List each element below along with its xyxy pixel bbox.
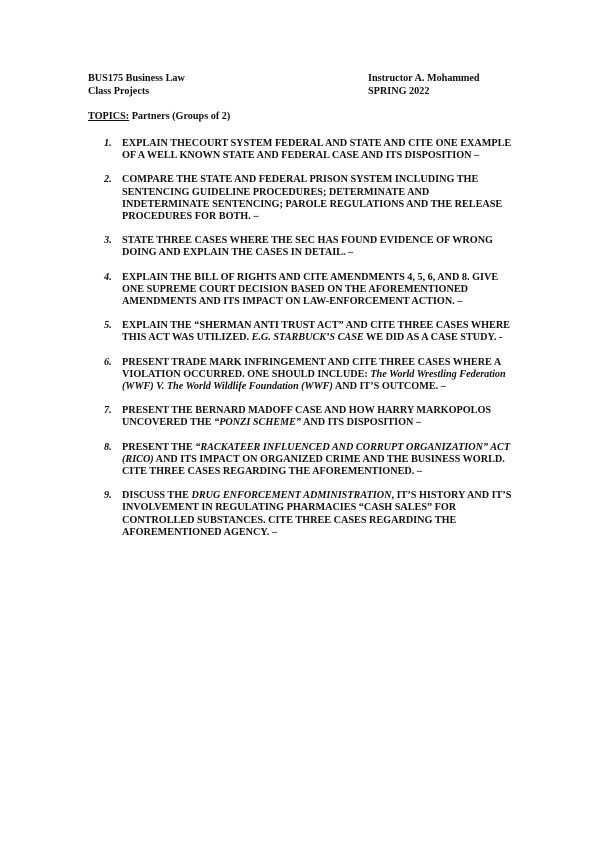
item-text: PRESENT THE BERNARD MADOFF CASE AND HOW HARRY MARKOPOLOS UNCOVERED THE — [122, 405, 492, 429]
topic-list — [104, 138, 514, 551]
item-text: EXPLAIN THE “SHERMAN ANTI TRUST ACT” AND CITE THREE CASES WHERE THIS ACT WAS UTILIZED. — [122, 320, 510, 344]
header-right — [368, 72, 480, 98]
item-text-italic: The World Wrestling Federation (WWF) V. The World Wildlife Foundation (WWF) — [122, 368, 506, 393]
item-text: STATE THREE CASES WHERE THE SEC HAS FOUND EVIDENCE OF WRONG DOING AND EXPLAIN THE CASES IN DETAIL. – — [122, 235, 493, 259]
list-item — [104, 174, 514, 223]
instructor-name: Instructor A. Mohammed — [368, 73, 480, 84]
item-number: 1. — [104, 138, 112, 149]
item-text: WE DID AS A CASE STUDY. - — [363, 332, 503, 344]
item-number: 7. — [104, 405, 112, 417]
item-number: 9. — [104, 490, 112, 502]
item-number: 8. — [104, 441, 112, 453]
item-text: PRESENT TRADE MARK INFRINGEMENT AND CITE THREE CASES WHERE A VIOLATION OCCURRED. ONE SHOULD INCLUDE: — [122, 356, 501, 380]
item-text: , IT’S HISTORY AND IT’S INVOLVEMENT IN REGULATING PHARMACIES “CASH SALES” FOR CONTROLLED SUBSTANCES. CITE THREE CASES REGARDING THE AFOREMENTIONED AGENCY. – — [122, 490, 512, 538]
topics-text: Partners (Groups of 2) — [129, 111, 231, 122]
topics-label: TOPICS: — [88, 111, 130, 122]
item-number: 2. — [104, 174, 112, 186]
list-item — [104, 235, 514, 259]
item-text-italic: DRUG ENFORCEMENT ADMINISTRATION — [191, 490, 392, 502]
item-text-italic: “RACKATEER INFLUENCED AND CORRUPT ORGANIZATION” ACT (RICO) — [122, 441, 511, 465]
list-item — [104, 320, 514, 344]
item-number: 3. — [104, 235, 112, 247]
list-item — [104, 272, 514, 309]
item-number: 5. — [104, 320, 112, 332]
topics-line — [88, 111, 230, 122]
item-text: AND ITS DISPOSITION – — [301, 417, 422, 429]
header-left — [88, 72, 185, 98]
list-item — [104, 357, 514, 394]
list-item — [104, 490, 514, 539]
list-item — [104, 405, 514, 429]
item-number: 6. — [104, 356, 112, 368]
term: SPRING 2022 — [368, 86, 430, 97]
item-text: AND ITS IMPACT ON ORGANIZED CRIME AND THE BUSINESS WORLD. CITE THREE CASES REGARDING THE AFOREMENTIONED. – — [122, 453, 505, 478]
document-subtitle: Class Projects — [88, 86, 150, 97]
item-text: COMPARE THE STATE AND FEDERAL PRISON SYSTEM INCLUDING THE SENTENCING GUIDELINE PROCEDURES; DETERMINATE AND INDETERMINATE SENTENCING; PAROLE REGULATIONS AND THE RELEASE PROCEDURES FOR BOTH. – — [122, 174, 503, 223]
item-text: DISCUSS THE — [122, 490, 192, 502]
item-number: 4. — [104, 271, 112, 283]
item-text-italic: E.G. STARBUCK’S CASE — [251, 332, 364, 344]
list-item — [104, 442, 514, 479]
item-text: EXPLAIN THECOURT SYSTEM FEDERAL AND STATE AND CITE ONE EXAMPLE OF A WELL KNOWN STATE AND FEDERAL CASE AND ITS DISPOSITION – — [122, 138, 512, 162]
item-text: AND IT’S OUTCOME. – — [332, 381, 446, 393]
item-text-italic: “PONZI SCHEME” — [214, 417, 301, 429]
list-item — [104, 138, 514, 162]
item-text: PRESENT THE — [122, 441, 196, 453]
course-title: BUS175 Business Law — [88, 73, 185, 84]
item-text: EXPLAIN THE BILL OF RIGHTS AND CITE AMENDMENTS 4, 5, 6, AND 8. GIVE ONE SUPREME COURT DECISION BASED ON THE AFOREMENTIONED AMENDMENTS AND ITS IMPACT ON LAW-ENFORCEMENT ACTION. – — [122, 271, 499, 308]
